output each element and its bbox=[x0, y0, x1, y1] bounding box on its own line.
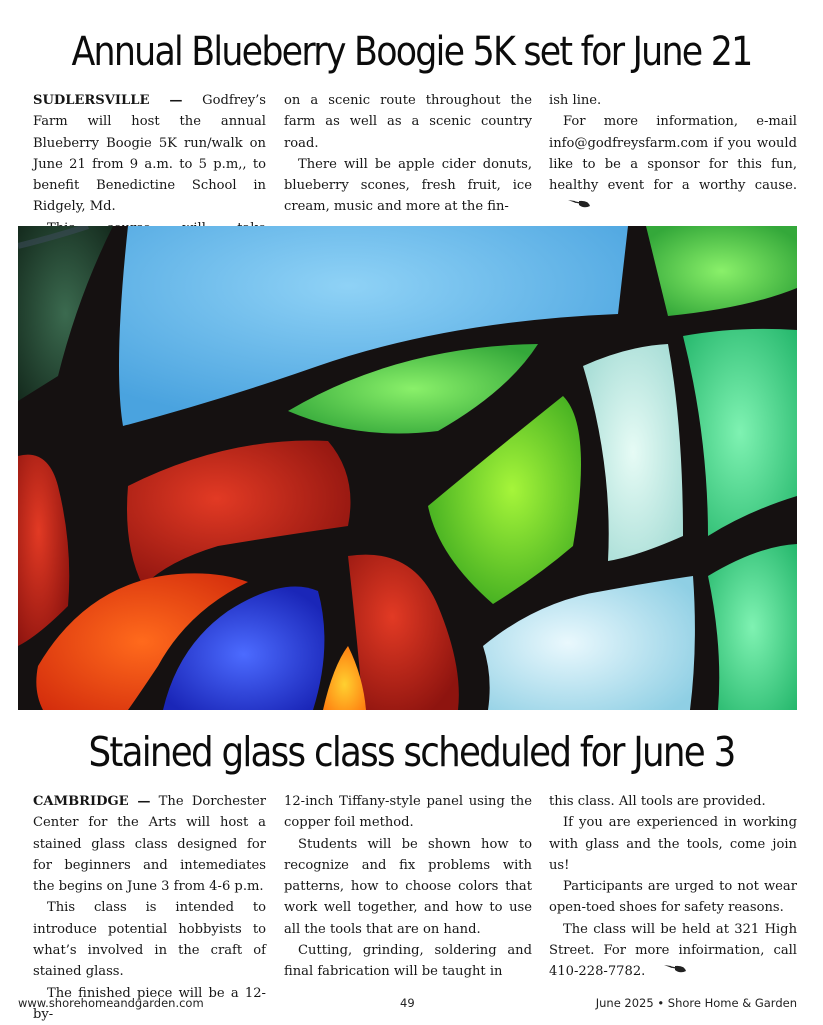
article1-paragraph-4-text: For more information, e-mail info@godfreysfarm.com if you would like to be a sponsor for this fun, healthy event for a worthy cause. bbox=[549, 114, 797, 194]
article1-column-3 bbox=[549, 90, 797, 218]
article1-paragraph-3a: There will be apple cider donuts, blueberry scones, fresh fruit, ice cream, music and more at the fin- bbox=[284, 156, 532, 215]
article2-paragraph-3b: 12-inch Tiffany-style panel using the copper foil method. bbox=[284, 794, 532, 831]
article2-paragraph-1 bbox=[33, 791, 266, 897]
article2-paragraph-3a: The finished piece will be a 12-by- bbox=[33, 985, 266, 1022]
article2-paragraph-6: If you are experienced in working with glass and the tools, come join us! bbox=[549, 815, 797, 873]
article1-paragraph-3b: ish line. bbox=[549, 93, 602, 108]
article2-paragraph-5a: Cutting, grinding, soldering and final fabrication will be taught in bbox=[284, 943, 532, 980]
dateline-cambridge: CAMBRIDGE — bbox=[33, 794, 151, 809]
headline-stained-glass: Stained glass class scheduled for June 3 bbox=[88, 728, 735, 776]
article1-paragraph-2-continued: on a scenic route throughout the farm as well as a scenic country road. bbox=[284, 93, 532, 151]
footer-website-url: www.shorehomeandgarden.com bbox=[18, 996, 204, 1010]
article1-paragraph-1-text: Godfrey’s Farm will host the annual Blueberry Boogie 5K run/walk on June 21 from 9 a.m. to 5 p.m,, to benefit Benedictine School in Ridgely, Md. bbox=[33, 93, 266, 215]
footer-page-number: 49 bbox=[400, 996, 415, 1010]
headline-blueberry-boogie: Annual Blueberry Boogie 5K set for June 21 bbox=[71, 29, 752, 75]
article2-paragraph-8 bbox=[549, 919, 797, 983]
article2-column-2 bbox=[284, 791, 532, 983]
article2-column-3 bbox=[549, 791, 797, 983]
trowel-icon bbox=[649, 961, 687, 982]
article2-paragraph-8-text: The class will be held at 321 High Street. For more infoirmation, call 410-228-7782. bbox=[549, 921, 797, 980]
footer-issue-label: June 2025 • Shore Home & Garden bbox=[595, 996, 797, 1010]
article1-paragraph-1 bbox=[33, 90, 266, 218]
article2-paragraph-7: Participants are urged to not wear open-toed shoes for safety reasons. bbox=[549, 879, 797, 916]
article2-paragraph-4: Students will be shown how to recognize and fix problems with patterns, how to choose colors that work well together, and how to use all the tools that are on hand. bbox=[284, 836, 532, 937]
article2-paragraph-5b: this class. All tools are provided. bbox=[549, 794, 766, 809]
stained-glass-photo bbox=[18, 226, 797, 710]
article2-column-1 bbox=[33, 791, 266, 1025]
trowel-icon bbox=[553, 196, 591, 217]
article1-column-2 bbox=[284, 90, 532, 218]
dateline-sudlersville: SUDLERSVILLE — bbox=[33, 93, 183, 108]
article2-paragraph-2: This class is intended to introduce potential hobbyists to what’s involved in the craft of stained glass. bbox=[33, 900, 266, 980]
article1-paragraph-4 bbox=[549, 111, 797, 218]
article2-paragraph-1-text: The Dorchester Center for the Arts will host a stained glass class designed for for beginners and intemediates the begins on June 3 from 4-6 p.m. bbox=[33, 794, 266, 895]
